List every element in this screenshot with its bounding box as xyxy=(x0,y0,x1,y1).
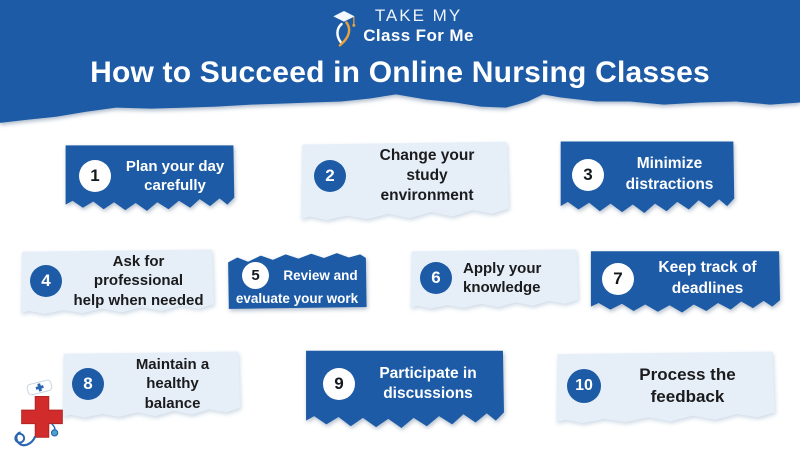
header-banner xyxy=(0,0,800,132)
tip-label xyxy=(463,259,568,298)
tip-line-1: Minimize xyxy=(636,155,703,173)
tip-card-5 xyxy=(226,250,368,312)
tip-number-badge: 3 xyxy=(572,159,604,191)
tip-line-1: Ask for professional xyxy=(93,252,184,290)
tip-number-badge: 6 xyxy=(420,262,452,294)
tip-line-2: evaluate your work xyxy=(235,291,359,307)
tip-card-6 xyxy=(408,248,580,316)
tip-line-2: carefully xyxy=(144,177,206,194)
tip-line-2: environment xyxy=(380,187,474,205)
graduation-cap-person-icon xyxy=(326,7,362,51)
tip-label xyxy=(73,252,204,311)
tip-card-7 xyxy=(588,249,782,322)
tip-line-1: Change your study xyxy=(379,146,475,184)
tip-label xyxy=(115,355,230,414)
brand-name-bottom: Class For Me xyxy=(363,25,474,45)
tip-card-8 xyxy=(60,350,242,426)
tip-number-badge: 2 xyxy=(314,160,346,192)
tip-line-1: Plan your day xyxy=(125,157,225,175)
brand-name-top: TAKE MY xyxy=(374,6,463,25)
tip-label xyxy=(645,258,770,298)
tip-label xyxy=(615,154,724,194)
tip-label xyxy=(122,157,228,196)
tip-number-badge: 1 xyxy=(79,160,111,192)
tip-label xyxy=(357,146,497,206)
tip-number-badge: 5 xyxy=(242,262,269,289)
tip-line-2: distractions xyxy=(625,175,714,193)
tip-card-1 xyxy=(63,143,236,221)
tip-label xyxy=(612,364,763,408)
tip-line-2: balance xyxy=(144,394,201,412)
tip-card-9 xyxy=(303,348,506,440)
brand-logo-text xyxy=(363,6,474,46)
tip-line-2: knowledge xyxy=(463,279,541,296)
tip-line-2: feedback xyxy=(650,387,725,406)
tip-number-badge: 8 xyxy=(72,368,104,400)
tip-card-10 xyxy=(553,350,777,432)
tip-number-badge: 10 xyxy=(567,369,601,403)
tip-label xyxy=(366,364,490,404)
tip-line-1: Participate in xyxy=(379,364,477,382)
tip-line-1: Process the xyxy=(639,364,736,384)
tip-line-1: Review and xyxy=(283,267,358,283)
tip-card-2 xyxy=(298,140,511,230)
tip-number-badge: 9 xyxy=(323,368,355,400)
tip-line-2: deadlines xyxy=(671,279,744,297)
page-title: How to Succeed in Online Nursing Classes xyxy=(90,56,710,89)
tip-line-1: Apply your xyxy=(463,259,542,277)
tip-number-badge: 7 xyxy=(602,263,634,295)
brand-logo xyxy=(0,6,800,51)
tip-card-3 xyxy=(558,139,736,224)
tip-line-1: Maintain a healthy xyxy=(135,355,210,393)
tip-line-2: discussions xyxy=(383,385,473,402)
nurse-cross-stethoscope-icon xyxy=(11,376,73,450)
tip-number-badge: 4 xyxy=(30,265,62,297)
tip-line-2: help when needed xyxy=(73,291,204,309)
tip-line-1: Keep track of xyxy=(658,259,757,277)
tip-card-4 xyxy=(18,248,216,322)
